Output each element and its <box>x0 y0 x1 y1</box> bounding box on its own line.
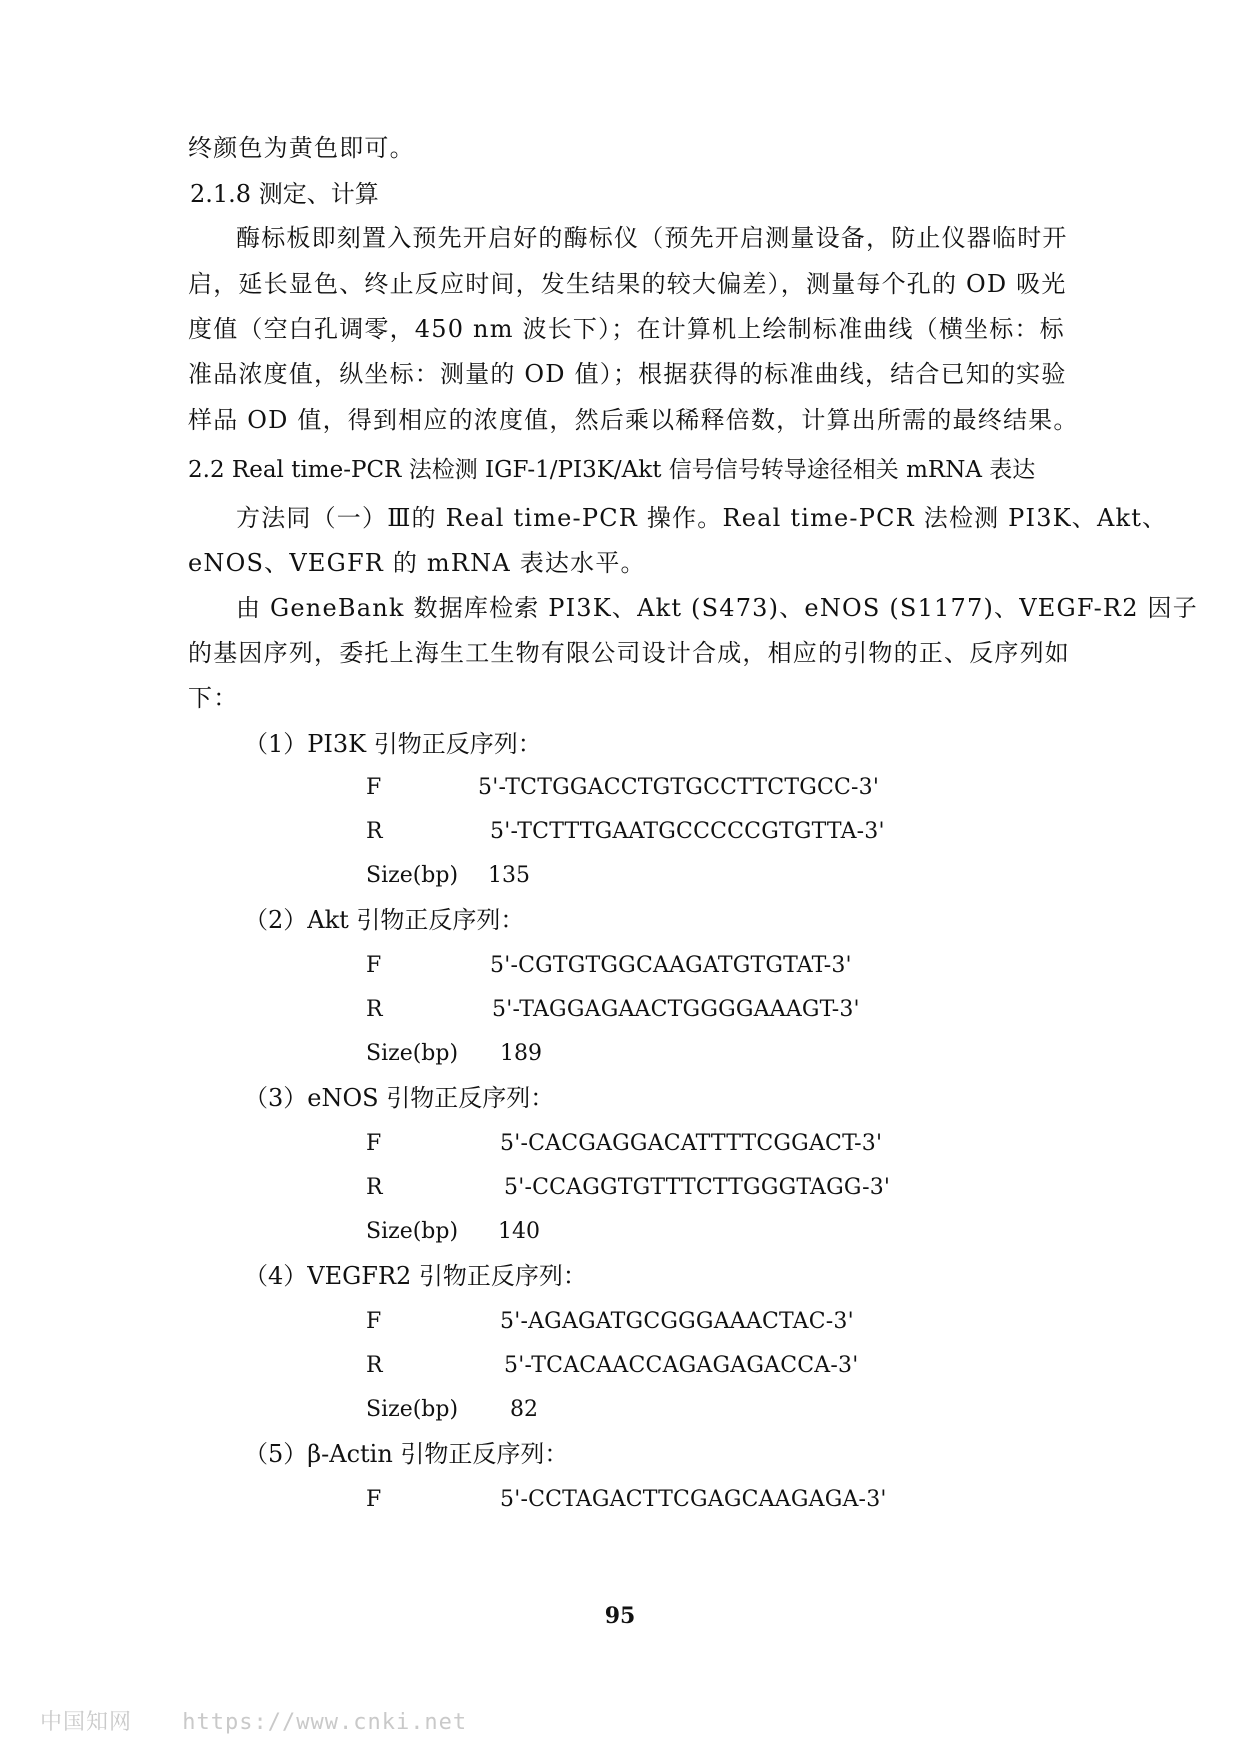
primer-reverse-sequence: 5'-TCACAACCAGAGAGACCA-3' <box>504 1353 859 1378</box>
primer-title: （1）PI3K 引物正反序列： <box>244 730 542 758</box>
primer-reverse-label: R <box>366 997 383 1022</box>
paragraph-line: 准品浓度值，纵坐标：测量的 OD 值）；根据获得的标准曲线，结合已知的实验 <box>188 360 1067 388</box>
primer-forward-label: F <box>366 1309 382 1334</box>
section-heading: 2.1.8 测定、计算 <box>190 180 379 208</box>
primer-size-value: 140 <box>498 1219 540 1244</box>
primer-size-label: Size(bp) <box>366 1041 459 1066</box>
paragraph-line: 由 GeneBank 数据库检索 PI3K、Akt (S473)、eNOS (S1177)、VEGF-R2 因子 <box>236 594 1198 622</box>
primer-forward-label: F <box>366 1131 382 1156</box>
primer-reverse-sequence: 5'-CCAGGTGTTTCTTGGGTAGG-3' <box>504 1175 891 1200</box>
primer-size-value: 135 <box>488 863 530 888</box>
primer-title: （3）eNOS 引物正反序列： <box>244 1084 555 1112</box>
primer-title: （5）β-Actin 引物正反序列： <box>244 1440 569 1468</box>
primer-reverse-label: R <box>366 1353 383 1378</box>
primer-reverse-label: R <box>366 1175 383 1200</box>
watermark-url: https://www.cnki.net <box>182 1710 468 1735</box>
primer-forward-label: F <box>366 1487 382 1512</box>
watermark <box>40 1705 467 1736</box>
primer-size-value: 82 <box>510 1397 538 1422</box>
primer-title: （2）Akt 引物正反序列： <box>244 906 525 934</box>
paragraph-line: eNOS、VEGFR 的 mRNA 表达水平。 <box>188 549 646 577</box>
section-heading: 2.2 Real time-PCR 法检测 IGF-1/PI3K/Akt 信号信号转导途径相关 mRNA 表达 <box>188 457 1036 483</box>
primer-size-value: 189 <box>500 1041 542 1066</box>
paragraph-line: 酶标板即刻置入预先开启好的酶标仪（预先开启测量设备，防止仪器临时开 <box>236 224 1068 252</box>
paragraph-line: 方法同（一）Ⅲ的 Real time-PCR 操作。Real time-PCR 法检测 PI3K、Akt、 <box>236 504 1168 532</box>
primer-forward-sequence: 5'-CGTGTGGCAAGATGTGTAT-3' <box>490 953 852 978</box>
paragraph-line: 终颜色为黄色即可。 <box>188 134 415 162</box>
primer-forward-label: F <box>366 953 382 978</box>
watermark-site-name: 中国知网 <box>40 1710 133 1735</box>
primer-reverse-sequence: 5'-TAGGAGAACTGGGGAAAGT-3' <box>492 997 860 1022</box>
primer-forward-sequence: 5'-CCTAGACTTCGAGCAAGAGA-3' <box>500 1487 887 1512</box>
paragraph-line: 的基因序列，委托上海生工生物有限公司设计合成，相应的引物的正、反序列如 <box>188 639 1070 667</box>
primer-size-label: Size(bp) <box>366 863 459 888</box>
page-number: 95 <box>604 1603 636 1629</box>
primer-forward-sequence: 5'-CACGAGGACATTTTCGGACT-3' <box>500 1131 883 1156</box>
primer-title: （4）VEGFR2 引物正反序列： <box>244 1262 587 1290</box>
primer-size-label: Size(bp) <box>366 1397 459 1422</box>
paragraph-line: 度值（空白孔调零，450 nm 波长下）；在计算机上绘制标准曲线（横坐标：标 <box>188 315 1065 343</box>
primer-size-label: Size(bp) <box>366 1219 459 1244</box>
primer-reverse-label: R <box>366 819 383 844</box>
paragraph-line: 下： <box>188 684 239 712</box>
primer-forward-sequence: 5'-AGAGATGCGGGAAACTAC-3' <box>500 1309 854 1334</box>
paragraph-line: 启，延长显色、终止反应时间，发生结果的较大偏差），测量每个孔的 OD 吸光 <box>188 270 1067 298</box>
primer-reverse-sequence: 5'-TCTTTGAATGCCCCCGTGTTA-3' <box>490 819 885 844</box>
primer-forward-label: F <box>366 775 382 800</box>
primer-forward-sequence: 5'-TCTGGACCTGTGCCTTCTGCC-3' <box>478 775 880 800</box>
paragraph-line: 样品 OD 值，得到相应的浓度值，然后乘以稀释倍数，计算出所需的最终结果。 <box>188 406 1079 434</box>
